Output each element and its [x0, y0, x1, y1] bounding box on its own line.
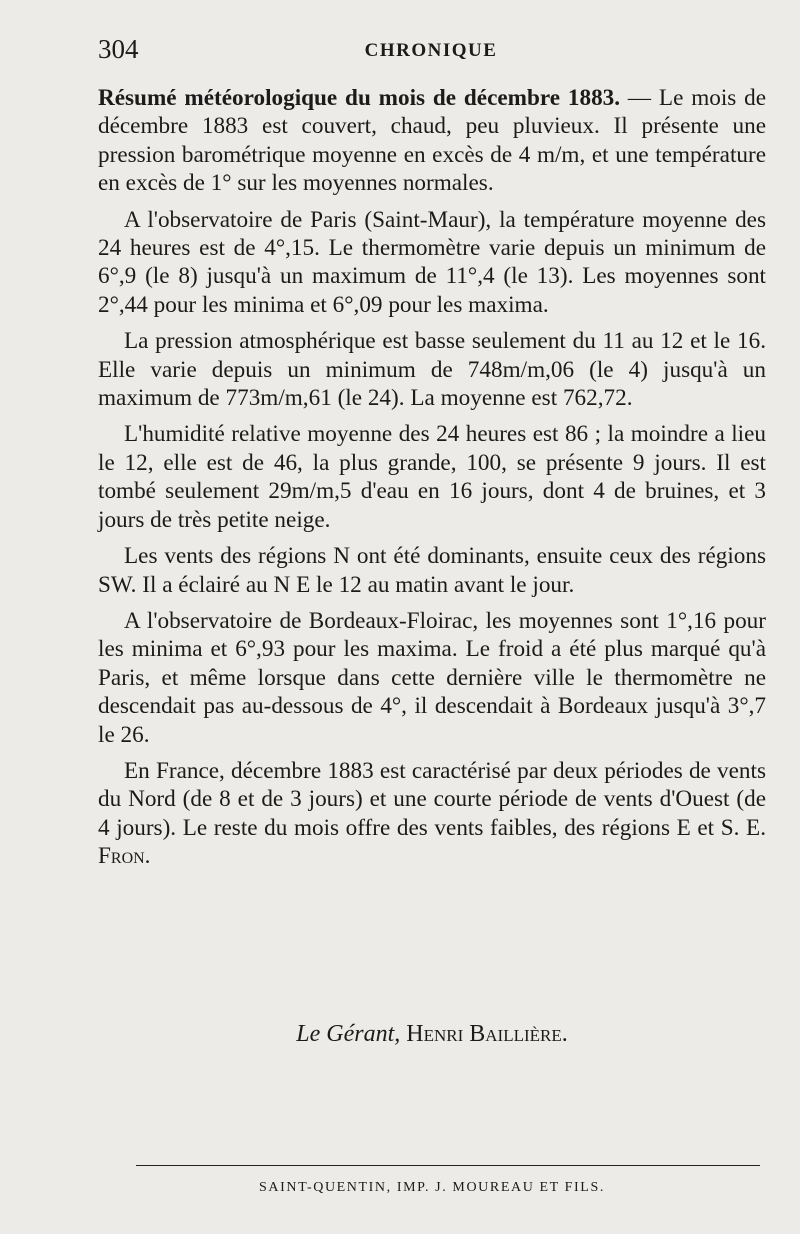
paragraph-bordeaux: A l'observatoire de Bordeaux-Floirac, les moyennes sont 1°,16 pour les minima et 6°,93 pour les maxima. Le froid a été plus marqué qu'à Paris, et même lorsque dans cette dernière ville le thermomètre ne descendait pas au-dessous de 4°, il descendait à Bordeaux jusqu'à 3°,7 le 26. [98, 607, 766, 748]
signature-role: Le Gérant, [296, 1021, 401, 1047]
intro-text: — Le mois de décembre 1883 est couvert, chaud, peu pluvieux. Il présente une pression barométrique moyenne en excès de 4 m/m, et une température en excès de 1° sur les moyennes normales. [98, 85, 767, 197]
page-header [98, 30, 764, 70]
printer-imprint: SAINT-QUENTIN, IMP. J. MOUREAU ET FILS. [259, 1180, 605, 1195]
article-body [98, 84, 766, 879]
paragraph-paris-temperature: A l'observatoire de Paris (Saint-Maur), la température moyenne des 24 heures est de 4°,15. Le thermomètre varie depuis un minimum de 6°,9 (le 8) jusqu'à un maximum de 11°,4 (le 13). Les moyennes sont 2°,44 pour les minima et 6°,09 pour les maxima. [98, 206, 766, 318]
paragraph-humidity: L'humidité relative moyenne des 24 heures est 86 ; la moindre a lieu le 12, elle est de 46, la plus grande, 100, se présente 9 jours. Il est tombé seulement 29m/m,5 d'eau en 16 jours, dont 4 de bruines, et 3 jours de très petite neige. [98, 421, 766, 533]
paragraph-pressure: La pression atmosphérique est basse seulement du 11 au 12 et le 16. Elle varie depuis un minimum de 748m/m,06 (le 4) jusqu'à un maximum de 773m/m,61 (le 24). La moyenne est 762,72. [98, 328, 766, 412]
paragraph-france [98, 757, 766, 871]
paragraph-winds: Les vents des régions N ont été dominants, ensuite ceux des régions SW. Il a éclairé au N E le 12 au matin avant le jour. [98, 543, 766, 598]
france-text: En France, décembre 1883 est caractérisé par deux périodes de vents du Nord (de 8 et de 3 jours) et une courte période de vents d'Ouest (de 4 jours). Le reste du mois offre des vents faibles, des régions E et S. [98, 757, 766, 841]
article-author: E. Fron. [98, 814, 767, 870]
signature-name: Henri Baillière. [406, 1021, 568, 1047]
signature [98, 1021, 766, 1048]
running-title: CHRONIQUE [364, 40, 498, 61]
article-paragraph-intro [98, 84, 766, 198]
article-title: Résumé météorologique du mois de décembre 1883. [98, 85, 621, 111]
footer-rule [136, 1165, 760, 1166]
page-number: 304 [98, 34, 139, 64]
